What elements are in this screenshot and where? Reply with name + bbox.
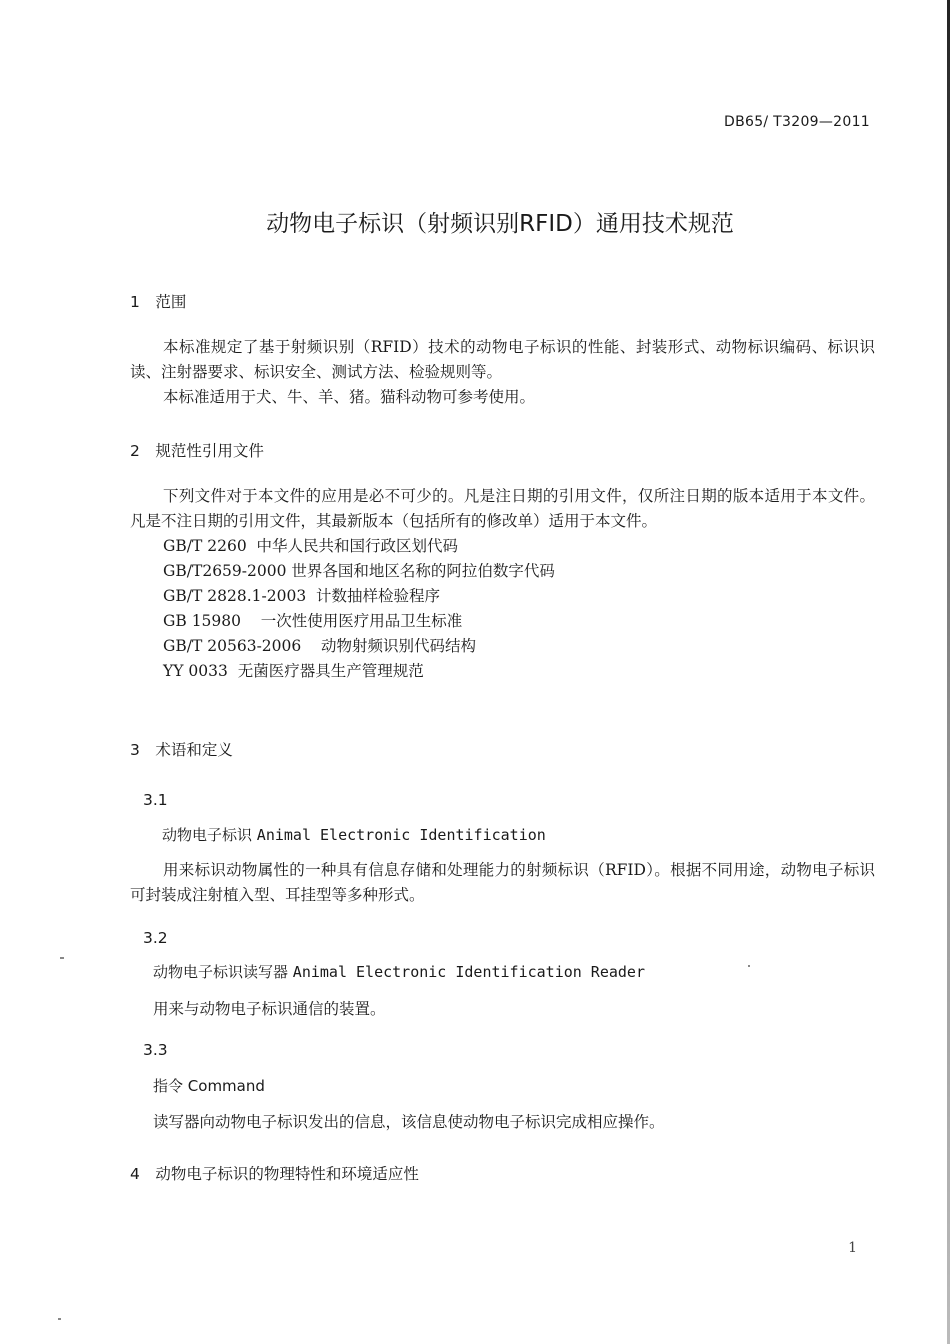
section-2-paragraph-1: 下列文件对于本文件的应用是必不可少的。凡是注日期的引用文件，仅所注日期的版本适用于本文件。凡是不注日期的引用文件，其最新版本（包括所有的修改单）适用于本文件。 [130,487,875,530]
reference-item: GB/T2659-2000 世界各国和地区名称的阿拉伯数字代码 [163,562,555,580]
term-definition: 读写器向动物电子标识发出的信息，该信息使动物电子标识完成相应操作。 [153,1113,665,1131]
term-definition: 用来与动物电子标识通信的装置。 [153,1000,386,1018]
section-1-paragraph-1: 本标准规定了基于射频识别（RFID）技术的动物电子标识的性能、封装形式、动物标识编码、标识识读、注射器要求、标识安全、测试方法、检验规则等。 [130,338,875,381]
term-name-cn: 指令 [153,1077,184,1095]
term-title [153,1075,265,1096]
section-1-paragraph-2: 本标准适用于犬、牛、羊、猪。猫科动物可参考使用。 [163,388,536,406]
reference-item: GB/T 2260 中华人民共和国行政区划代码 [163,537,459,555]
term-name-en: Animal Electronic Identification Reader [292,963,645,981]
term-name-en: Command [187,1077,265,1095]
section-1-heading: 1 范围 [130,293,187,311]
standard-number: DB65/ T3209—2011 [724,114,870,130]
term-title [162,824,546,845]
scan-speck [58,1318,61,1320]
term-number: 3.3 [143,1041,168,1059]
reference-item: GB/T 20563-2006 动物射频识别代码结构 [163,637,476,655]
term-name-en: Animal Electronic Identification [256,826,546,844]
term-title [153,961,645,982]
term-name-cn: 动物电子标识读写器 [153,963,289,981]
term-name-cn: 动物电子标识 [162,826,253,844]
document-title: 动物电子标识（射频识别RFID）通用技术规范 [266,211,734,237]
scan-speck [60,957,64,959]
term-number: 3.2 [143,929,168,947]
term-number: 3.1 [143,791,168,809]
reference-item: YY 0033 无菌医疗器具生产管理规范 [163,662,424,680]
term-definition: 用来标识动物属性的一种具有信息存储和处理能力的射频标识（RFID）。根据不同用途，动物电子标识可封装成注射植入型、耳挂型等多种形式。 [130,861,875,904]
section-4-heading: 4 动物电子标识的物理特性和环境适应性 [130,1165,419,1183]
reference-item: GB 15980 一次性使用医疗用品卫生标准 [163,612,463,630]
section-2-heading: 2 规范性引用文件 [130,442,264,460]
scan-speck [748,965,750,967]
reference-item: GB/T 2828.1-2003 计数抽样检验程序 [163,587,441,605]
section-3-heading: 3 术语和定义 [130,741,233,759]
page-number: 1 [848,1240,857,1256]
